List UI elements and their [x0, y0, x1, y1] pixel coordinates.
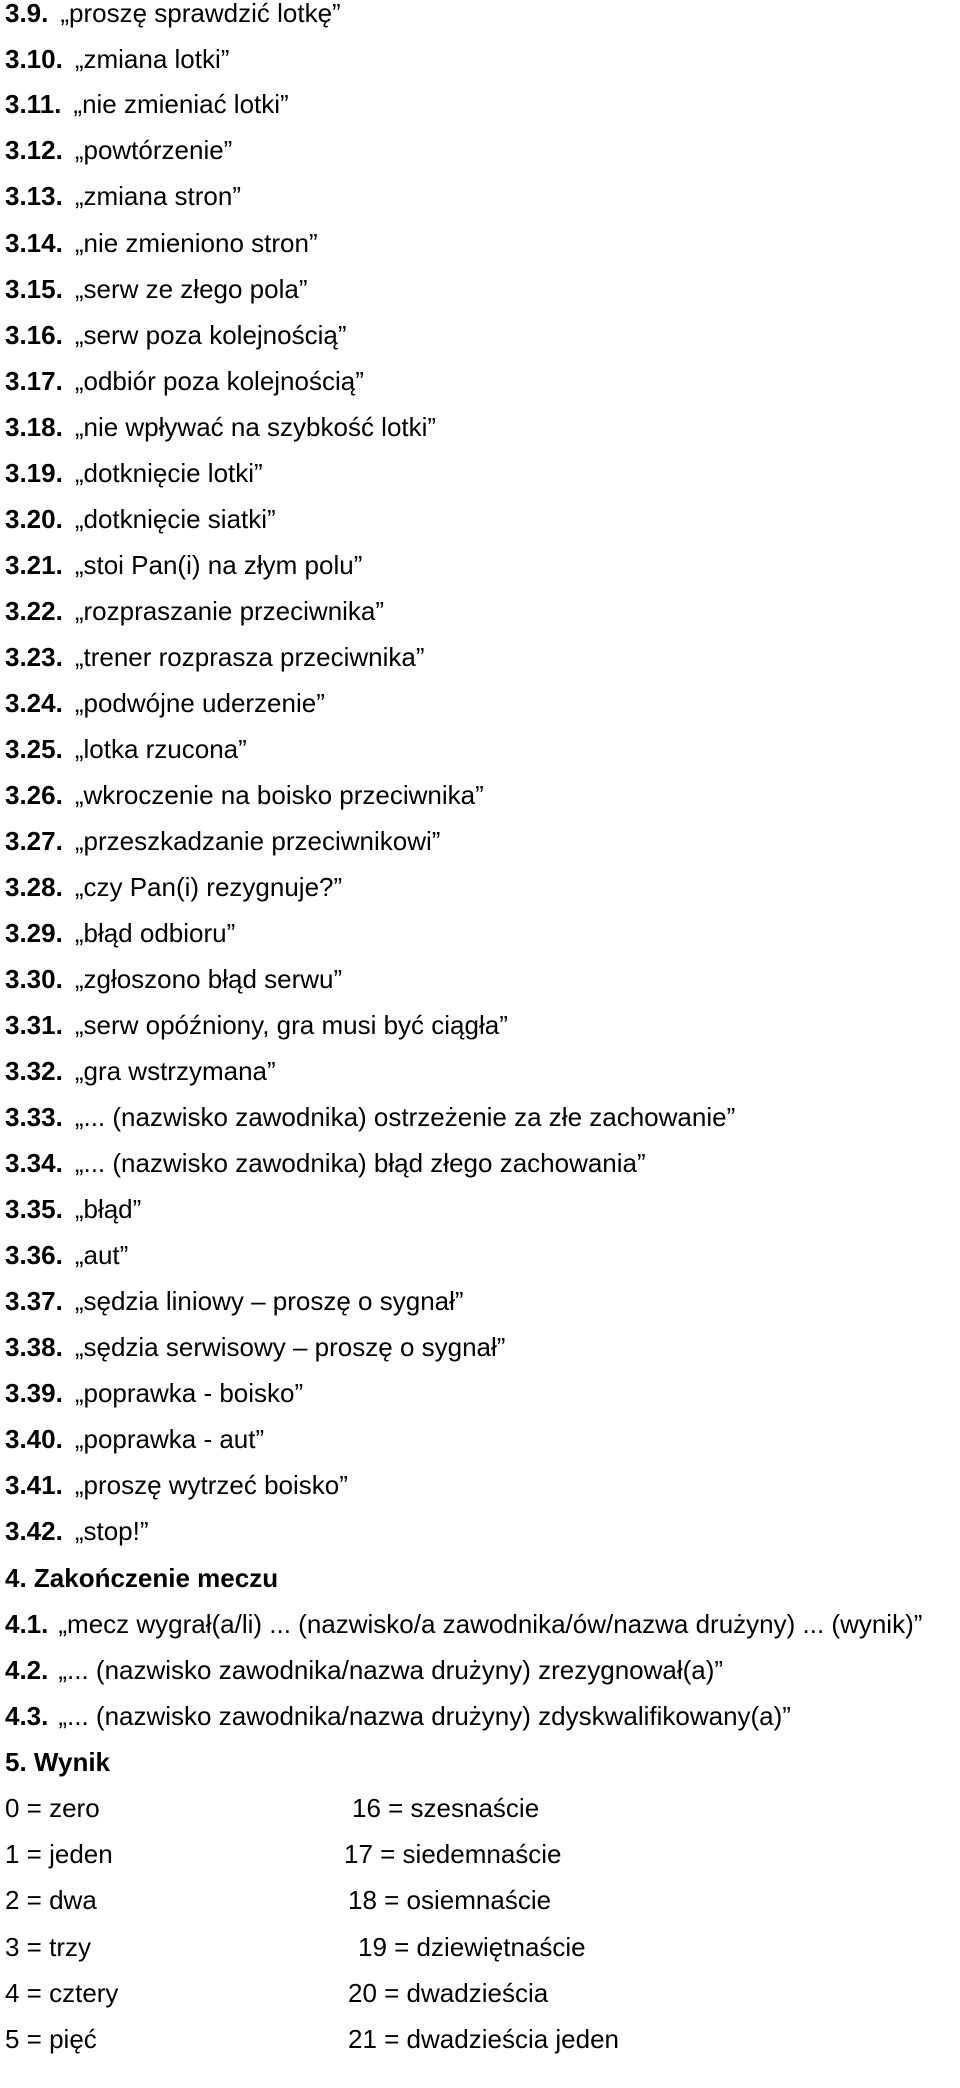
score-right: 17 = siedemnaście — [344, 1839, 562, 1869]
list-item: 3.16. „serw poza kolejnością” — [5, 320, 347, 350]
list-item: 3.35. „błąd” — [5, 1194, 142, 1224]
score-left: 0 = zero — [5, 1793, 100, 1823]
list-item: 4.3. „... (nazwisko zawodnika/nazwa drużyny) zdyskwalifikowany(a)” — [5, 1701, 791, 1731]
score-right: 18 = osiemnaście — [348, 1885, 552, 1915]
score-left: 1 = jeden — [5, 1839, 113, 1869]
list-item: 3.11. „nie zmieniać lotki” — [5, 89, 289, 119]
list-item: 3.24. „podwójne uderzenie” — [5, 688, 325, 718]
list-item: 3.42. „stop!” — [5, 1516, 149, 1546]
list-item: 3.40. „poprawka - aut” — [5, 1424, 265, 1454]
list-item: 3.14. „nie zmieniono stron” — [5, 228, 318, 258]
list-item: 3.28. „czy Pan(i) rezygnuje?” — [5, 872, 343, 902]
list-item: 3.31. „serw opóźniony, gra musi być ciągła” — [5, 1010, 508, 1040]
score-left: 3 = trzy — [5, 1932, 91, 1962]
list-item: 3.36. „aut” — [5, 1240, 129, 1270]
section-heading: 5. Wynik — [5, 1747, 111, 1777]
list-item: 3.27. „przeszkadzanie przeciwnikowi” — [5, 826, 441, 856]
list-item: 3.15. „serw ze złego pola” — [5, 274, 308, 304]
section-heading: 4. Zakończenie meczu — [5, 1563, 279, 1593]
list-item: 3.18. „nie wpływać na szybkość lotki” — [5, 412, 437, 442]
list-item: 3.19. „dotknięcie lotki” — [5, 458, 263, 488]
list-item: 3.22. „rozpraszanie przeciwnika” — [5, 596, 385, 626]
score-left: 4 = cztery — [5, 1978, 119, 2008]
score-right: 21 = dwadzieścia jeden — [348, 2024, 620, 2054]
list-item: 3.17. „odbiór poza kolejnością” — [5, 366, 364, 396]
list-item: 3.39. „poprawka - boisko” — [5, 1378, 304, 1408]
list-item: 3.21. „stoi Pan(i) na złym polu” — [5, 550, 363, 580]
list-item: 3.13. „zmiana stron” — [5, 181, 241, 211]
list-item: 3.25. „lotka rzucona” — [5, 734, 247, 764]
list-item: 3.20. „dotknięcie siatki” — [5, 504, 276, 534]
list-item: 4.2. „... (nazwisko zawodnika/nazwa drużyny) zrezygnował(a)” — [5, 1655, 724, 1685]
score-left: 5 = pięć — [5, 2024, 97, 2054]
list-item: 3.37. „sędzia liniowy – proszę o sygnał” — [5, 1286, 464, 1316]
list-item: 3.29. „błąd odbioru” — [5, 918, 236, 948]
score-right: 16 = szesnaście — [352, 1793, 540, 1823]
list-item: 3.26. „wkroczenie na boisko przeciwnika” — [5, 780, 484, 810]
score-right: 19 = dziewiętnaście — [358, 1932, 586, 1962]
list-item: 3.12. „powtórzenie” — [5, 135, 233, 165]
list-item: 4.1. „mecz wygrał(a/li) ... (nazwisko/a zawodnika/ów/nazwa drużyny) ... (wynik)” — [5, 1609, 923, 1639]
list-item: 3.34. „... (nazwisko zawodnika) błąd złego zachowania” — [5, 1148, 646, 1178]
list-item: 3.10. „zmiana lotki” — [5, 44, 230, 74]
list-item: 3.33. „... (nazwisko zawodnika) ostrzeżenie za złe zachowanie” — [5, 1102, 736, 1132]
list-item: 3.23. „trener rozprasza przeciwnika” — [5, 642, 425, 672]
list-item: 3.41. „proszę wytrzeć boisko” — [5, 1470, 348, 1500]
score-left: 2 = dwa — [5, 1885, 97, 1915]
score-right: 20 = dwadzieścia — [348, 1978, 549, 2008]
list-item: 3.30. „zgłoszono błąd serwu” — [5, 964, 343, 994]
list-item: 3.38. „sędzia serwisowy – proszę o sygnał” — [5, 1332, 506, 1362]
list-item: 3.9. „proszę sprawdzić lotkę” — [5, 0, 341, 28]
list-item: 3.32. „gra wstrzymana” — [5, 1056, 276, 1086]
